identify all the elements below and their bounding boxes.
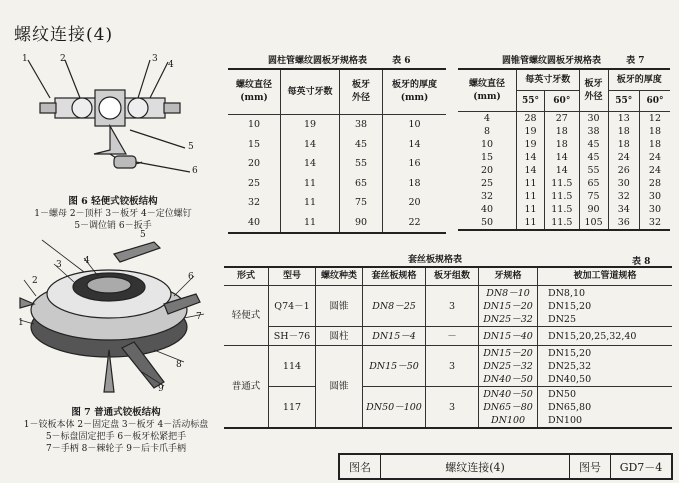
table8-cell-die [479,387,538,429]
table7-cell: 19 [517,125,545,138]
table7-cell: 11.5 [545,216,580,230]
table7-cell: 38 [579,125,608,138]
fig6-drawing [10,50,210,200]
title-block-name: 螺纹连接(4) [381,455,570,478]
table7-cell: 30 [648,204,661,215]
table8-cell-thread: 圆锥 [316,286,363,327]
table6-cell: 11 [281,174,340,194]
table8-header-groups: 板牙组数 [426,267,479,286]
table7-header-diameter-label: 螺纹直径 [468,78,505,89]
table6 [228,68,446,234]
table8-cell-thread: 圆锥 [316,346,363,429]
table7-cell: 18 [545,125,580,138]
table7-row [458,177,670,190]
table7-cell: 36 [608,216,639,230]
table8-cell-groups: 3 [426,346,479,387]
table6-cell: 19 [281,115,340,135]
fig6-callout-6: 6 [192,166,198,176]
table6-cell: 11 [281,213,340,234]
fig7-callout-3: 3 [56,260,62,270]
table7-cell: 28 [648,178,661,189]
table7-header-od-label: 板牙 [584,78,603,89]
table8-cell-die [479,286,538,327]
fig7-legend-line1: 1－铰板本体 2－固定盘 3－板牙 4－活动标盘 [23,420,209,430]
table7-cell: 25 [458,177,517,190]
table7-cell: 11.5 [545,203,580,216]
table6-caption: 圆柱管螺纹圆板牙规格表 [268,56,368,66]
table8-cell-model: SH－76 [269,327,316,346]
table7-cell: 28 [517,112,545,126]
table6-body [228,115,446,234]
table8-cell-thread: 圆柱 [316,327,363,346]
fig6-caption [8,196,218,232]
table7-header-od [579,69,608,112]
table6-cell: 16 [408,158,421,170]
table6-row [228,154,446,174]
table7-cell: 24 [648,152,661,163]
table8-cell-form: 普通式 [224,346,269,429]
table7-caption-row [502,53,645,66]
table8-cell-model: 117 [269,387,316,429]
table7-cell: 65 [579,177,608,190]
table8-cell-spec: DN50－100 [363,387,426,429]
table6-cell: 14 [281,154,340,174]
fig7-drawing [14,232,214,402]
fig6-callout-5: 5 [188,142,194,152]
table6-header-thickness [383,69,447,115]
table6-header-od [340,69,383,115]
table7-cell: 11 [517,203,545,216]
table8-cell-model: 114 [269,346,316,387]
table7-cell: 90 [579,203,608,216]
table8-header-die: 牙规格 [479,267,538,286]
table8-die-line: DN100 [490,414,526,426]
table8-cell-spec: DN15－50 [363,346,426,387]
table7-cell: 11 [517,177,545,190]
table6-cell: 15 [228,135,281,155]
table7-header-od-label2: 外径 [584,91,603,102]
table7-cell: 18 [545,138,580,151]
table8-die-line: DN25－32 [483,360,533,372]
table6-cell: 22 [408,216,421,228]
table8-die-line: DN40－50 [483,373,533,385]
table7-cell: 32 [458,190,517,203]
table7-cell: 12 [648,113,661,124]
table8-header-thread: 螺纹种类 [316,267,363,286]
table6-cell: 55 [340,154,383,174]
table8-header-spec: 套丝板规格 [363,267,426,286]
table8-header-pipe: 被加工管道规格 [538,267,673,286]
table7-row [458,164,670,177]
table7-cell: 30 [579,112,608,126]
fig7-caption [6,407,226,455]
table7-cell: 30 [608,177,639,190]
table8-cell-die [479,346,538,387]
table6-header-diameter-unit: (mm) [240,93,268,103]
table7-cell: 14 [517,164,545,177]
table8-number: 表 8 [632,257,651,267]
table6-cell: 32 [228,193,281,213]
table7-row [458,216,670,230]
table7-cell: 11 [517,190,545,203]
table7-cell: 45 [579,138,608,151]
table7-cell: 11.5 [545,190,580,203]
fig7-callout-5: 5 [140,230,146,240]
table6-cell: 40 [228,213,281,234]
table7-cell: 75 [579,190,608,203]
table6-cell: 25 [228,174,281,194]
table7-cell: 105 [579,216,608,230]
table7-cell: 11 [517,216,545,230]
table8-pipe-line: DN100 [548,414,583,426]
table8-pipe-line: DN50 [548,388,577,400]
table8-die-line: DN65－80 [483,401,533,413]
table7-row [458,112,670,126]
fig7-callout-8: 8 [176,360,182,370]
fig7-legend-line3: 7－手柄 8－棘轮子 9－后卡爪手柄 [46,444,186,454]
table8-cell-form: 轻便式 [224,286,269,346]
table6-cell: 20 [228,154,281,174]
fig7-callout-1: 1 [18,318,24,328]
table6-cell: 10 [408,119,421,131]
table7-cell: 32 [608,190,639,203]
title-block-number: GD7－4 [619,460,663,474]
fig6-legend-line2: 5－调位销 6－扳手 [74,221,152,231]
title-block [338,453,673,480]
table7-row [458,138,670,151]
table8-cell-pipe [538,387,673,429]
table7-row [458,125,670,138]
table7-cell: 13 [608,112,639,126]
table6-cell: 14 [281,135,340,155]
table8-pipe-line: DN25 [548,313,577,325]
table6-cell: 18 [408,177,421,189]
table8-cell-pipe: DN15,20,25,32,40 [548,330,637,342]
table7-cell: 24 [648,165,661,176]
fig7-callout-4: 4 [84,256,90,266]
table7-cell: 14 [517,151,545,164]
table7-header-thk-55: 55° [608,91,639,112]
table7-cell: 18 [608,125,639,138]
table7-row [458,151,670,164]
table8-die-line: DN8－10 [486,287,530,299]
table7-cell: 18 [608,138,639,151]
table6-header-thickness-label: 板牙的厚度 [391,80,437,90]
table6-cell: 11 [281,193,340,213]
table7-header-diameter [458,69,517,112]
fig6-callout-2: 2 [60,54,66,64]
fig7-callout-2: 2 [32,276,38,286]
table8 [224,266,672,429]
table7-cell: 18 [648,126,661,137]
table8-cell-die: DN15－40 [479,327,538,346]
table7-cell: 26 [608,164,639,177]
table7-cell: 32 [648,217,661,228]
table8-die-line: DN15－20 [483,300,533,312]
fig6-callout-3: 3 [152,54,158,64]
table8-header-model: 型号 [269,267,316,286]
table7-header-tpi-55: 55° [517,91,545,112]
fig7-callout-9: 9 [158,384,164,394]
table8-die-line: DN15－20 [483,347,533,359]
table7-cell: 27 [545,112,580,126]
table7-body [458,112,670,231]
table7-cell: 11.5 [545,177,580,190]
table7-cell: 30 [648,191,661,202]
table8-cell-pipe [538,346,673,387]
table7-cell: 50 [458,216,517,230]
table8-pipe-line: DN65,80 [548,401,592,413]
title-block-name-label: 图名 [340,455,381,478]
table6-number: 表 6 [392,56,411,66]
table8-header-form: 形式 [224,267,269,286]
table6-caption-row [268,53,411,66]
table8-cell-spec: DN8－25 [363,286,426,327]
table7-header-thickness: 板牙的厚度 [608,69,670,91]
table7-header-thk-60: 60° [639,91,670,112]
table6-cell: 65 [340,174,383,194]
table6-row [228,193,446,213]
table6-row [228,135,446,155]
table7-row [458,203,670,216]
table8-cell-pipe [538,286,673,327]
table8-pipe-line: DN15,20 [548,300,592,312]
table6-header-thickness-unit: (mm) [400,93,429,103]
table7-cell: 45 [579,151,608,164]
table6-cell: 10 [228,115,281,135]
table8-cell-spec: DN15－4 [363,327,426,346]
table8-pipe-line: DN8,10 [548,287,586,299]
table6-header-diameter [228,69,281,115]
table8-die-line: DN25－32 [483,313,533,325]
table7-cell: 40 [458,203,517,216]
table8-pipe-line: DN15,20 [548,347,592,359]
table6-cell: 38 [340,115,383,135]
table6-cell: 45 [340,135,383,155]
table7-cell: 24 [608,151,639,164]
table7-cell: 20 [458,164,517,177]
table7-cell: 15 [458,151,517,164]
table7-row [458,190,670,203]
table7-number: 表 7 [626,56,645,66]
table8-cell-groups: － [426,327,479,346]
fig7-title: 图 7 普通式铰板结构 [71,407,161,418]
fig6-callout-4: 4 [168,60,174,70]
table7-cell: 14 [545,151,580,164]
table7-header-tpi: 每英寸牙数 [517,69,580,91]
table6-header-diameter-label: 螺纹直径 [235,80,272,90]
table7-cell: 8 [458,125,517,138]
fig6-title: 图 6 轻便式铰板结构 [68,196,158,207]
fig7-legend-line2: 5－标盘固定把手 6－板牙松紧把手 [45,432,187,442]
table8-pipe-line: DN25,32 [548,360,592,372]
table7-cell: 55 [579,164,608,177]
table7-cell: 10 [458,138,517,151]
fig6-legend-line1: 1－螺母 2－顶杆 3－板牙 4－定位螺钉 [34,209,192,219]
table6-cell: 14 [408,138,421,150]
table6-row [228,174,446,194]
table7-cell: 18 [648,139,661,150]
table6-cell: 20 [408,197,421,209]
table6-cell: 90 [340,213,383,234]
fig6-callout-1: 1 [22,54,28,64]
table6-row [228,115,446,135]
table8-cell-groups: 3 [426,286,479,327]
title-block-number-label: 图号 [570,455,611,478]
table6-header-od-label2: 外径 [351,93,370,103]
fig7-callout-6: 6 [188,272,194,282]
table8-pipe-line: DN40,50 [548,373,592,385]
table7-cell: 34 [608,203,639,216]
table7-cell: 19 [517,138,545,151]
table7-cell: 4 [458,112,517,126]
table8-caption: 套丝板规格表 [408,255,463,265]
table6-header-tpi: 每英寸牙数 [281,69,340,115]
table8-cell-model: Q74－1 [269,286,316,327]
page-title: 螺纹连接(4) [14,25,114,45]
table7-header-diameter-unit: (mm) [473,91,501,102]
table7-caption: 圆锥管螺纹圆板牙规格表 [502,56,602,66]
table8-die-line: DN40－50 [483,388,533,400]
fig7-callout-7: 7 [196,312,202,322]
table7-cell: 14 [545,164,580,177]
table7 [458,68,670,231]
table8-cell-groups: 3 [426,387,479,429]
table6-cell: 75 [340,193,383,213]
table6-header-od-label: 板牙 [351,80,370,90]
table7-header-tpi-60: 60° [545,91,580,112]
table6-row [228,213,446,234]
